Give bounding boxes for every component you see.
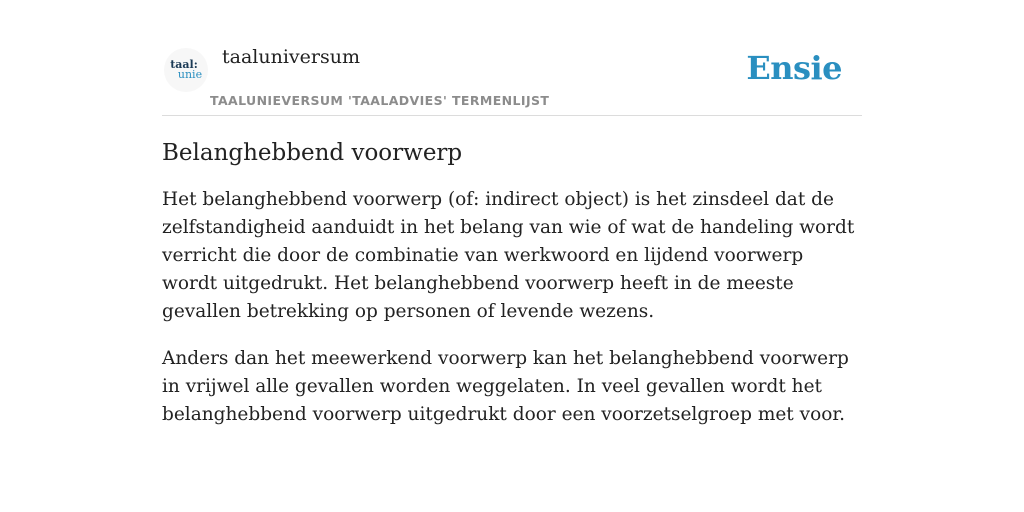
ensie-brand-logo[interactable]: Ensie xyxy=(746,49,842,87)
source-subtitle: TAALUNIEVERSUM 'TAALADVIES' TERMENLIJST xyxy=(210,93,550,108)
card-header xyxy=(162,0,862,116)
site-name[interactable]: taaluniversum xyxy=(222,46,360,68)
definition-card xyxy=(162,0,862,429)
page-title: Belanghebbend voorwerp xyxy=(162,140,463,166)
logo-text-unie: unie xyxy=(177,68,203,81)
definition-paragraph-2: Anders dan het meewerkend voorwerp kan het belanghebbend voorwerp in vrijwel alle gevallen worden weggelaten. In veel gevallen wordt het belanghebbend voorwerp uitgedrukt door een voorzetselgroep met voor. xyxy=(162,348,849,425)
definition-paragraph-1: Het belanghebbend voorwerp (of: indirect object) is het zinsdeel dat de zelfstandigheid aanduidt in het belang van wie of wat de handeling wordt verricht die door de combinatie van werkwoord en lijdend voorwerp wordt uitgedrukt. Het belanghebbend voorwerp heeft in de meeste gevallen betrekking op personen of levende wezens. xyxy=(162,189,855,322)
logo-text-taal: taal: xyxy=(170,58,198,71)
taalunie-logo[interactable] xyxy=(164,48,208,92)
